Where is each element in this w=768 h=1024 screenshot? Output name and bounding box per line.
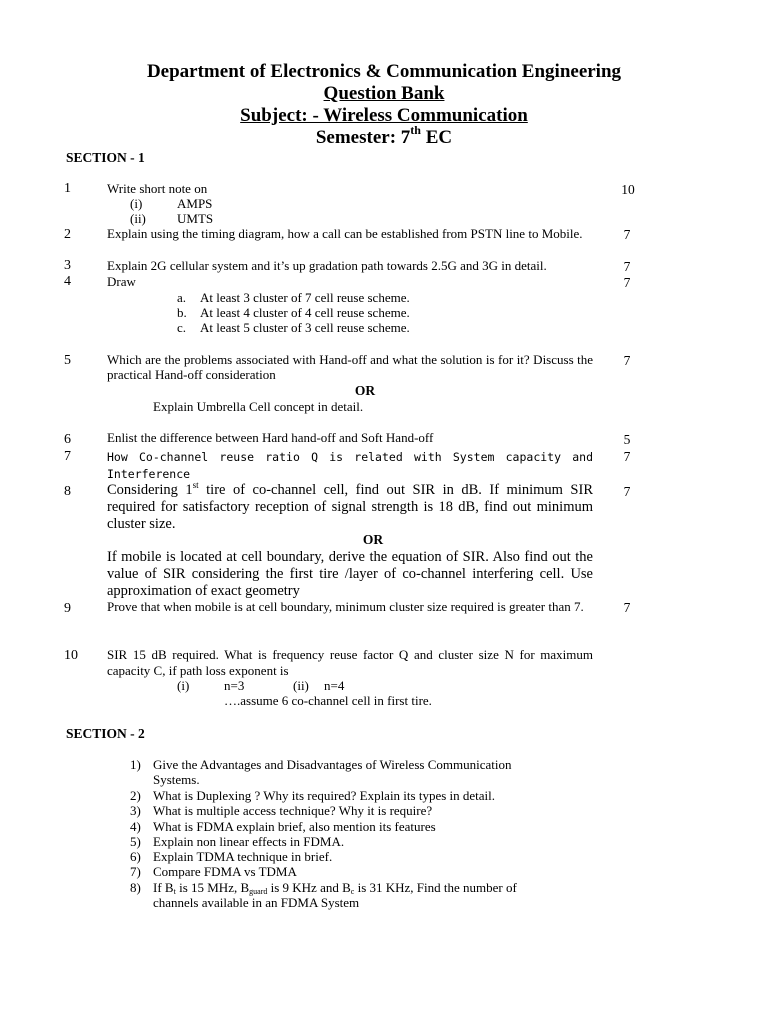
question-text: [107, 482, 593, 533]
alternative-question-text: Explain Umbrella Cell concept in detail.: [153, 399, 364, 414]
list-item-label: c.: [177, 320, 187, 335]
marks: 7: [623, 449, 631, 464]
sub-item-label: (i): [177, 678, 190, 693]
semester-sup: th: [410, 123, 421, 137]
list-item-text: Compare FDMA vs TDMA: [153, 864, 297, 879]
question-number: 4: [64, 274, 71, 289]
list-item-text: Give the Advantages and Disadvantages of Wireless Communication: [153, 757, 512, 772]
marks: 5: [623, 432, 631, 447]
subject-heading: [0, 105, 768, 127]
list-item-label: 8): [130, 880, 141, 895]
question-number: 8: [64, 484, 71, 499]
list-item-text: At least 5 cluster of 3 cell reuse scheme.: [200, 320, 410, 335]
list-item-text: channels available in an FDMA System: [153, 895, 360, 910]
list-item-text: At least 4 cluster of 4 cell reuse scheme.: [200, 305, 410, 320]
marks: 7: [623, 484, 631, 499]
list-item-label: 7): [130, 864, 141, 879]
question-text: Explain 2G cellular system and it’s up gradation path towards 2.5G and 3G in detail.: [107, 258, 547, 273]
question-number: 9: [64, 601, 71, 616]
list-item-text: [153, 880, 517, 896]
or-separator: OR: [354, 383, 376, 398]
subscript: t: [173, 887, 176, 896]
list-item-label: 4): [130, 819, 141, 834]
question-number: 10: [64, 648, 78, 663]
sub-item-text: n=4: [324, 678, 345, 693]
question-number: 2: [64, 227, 71, 242]
list-item-text: What is Duplexing ? Why its required? Explain its types in detail.: [153, 788, 496, 803]
subject-text: Subject: - Wireless Communication: [240, 105, 528, 126]
subscript: c: [350, 887, 355, 896]
list-item-label: a.: [177, 290, 187, 305]
sub-item-text: UMTS: [177, 211, 214, 226]
marks: 10: [621, 182, 635, 197]
subscript: guard: [249, 887, 268, 896]
semester-heading: [0, 123, 768, 149]
list-item-label: 6): [130, 849, 141, 864]
section-1-title: SECTION - 1: [66, 150, 145, 165]
question-note: ….assume 6 co-channel cell in first tire.: [224, 693, 432, 708]
sub-item-label: (i): [130, 196, 143, 211]
semester-suffix: EC: [420, 127, 453, 148]
ordinal-sup: st: [192, 480, 199, 490]
alternative-question-text: If mobile is located at cell boundary, derive the equation of SIR. Also find out the value of SIR considering the first tire /layer of co-channel interfering cell. Use approximation of exact geometry: [107, 549, 593, 599]
question-number: 6: [64, 432, 71, 447]
question-text: How Co-channel reuse ratio Q is related with System capacity and Interference: [107, 450, 593, 481]
section-2-title: SECTION - 2: [66, 726, 145, 741]
question-text: Draw: [107, 274, 136, 289]
doc-type-heading: [0, 83, 768, 105]
question-text: Enlist the difference between Hard hand-off and Soft Hand-off: [107, 430, 434, 445]
doc-type-text: Question Bank: [323, 83, 445, 104]
question-text: Which are the problems associated with Hand-off and what the solution is for it? Discuss the practical Hand-off consideration: [107, 352, 593, 382]
marks: 7: [623, 600, 631, 615]
list-item-text: What is multiple access technique? Why it is require?: [153, 803, 433, 818]
sub-item-label: (ii): [130, 211, 146, 226]
question-text-part: Considering 1: [107, 482, 193, 498]
department-heading: Department of Electronics & Communication Engineering: [146, 61, 622, 82]
or-separator: OR: [362, 532, 384, 547]
text-part: If B: [153, 880, 174, 895]
sub-item-label: (ii): [293, 678, 309, 693]
list-item-text: Explain TDMA technique in brief.: [153, 849, 333, 864]
list-item-label: 1): [130, 757, 141, 772]
list-item-label: b.: [177, 305, 187, 320]
question-text: Prove that when mobile is at cell boundary, minimum cluster size required is greater than 7.: [107, 599, 584, 614]
list-item-text: Systems.: [153, 772, 200, 787]
question-number: 5: [64, 353, 71, 368]
question-text: Explain using the timing diagram, how a call can be established from PSTN line to Mobile.: [107, 226, 583, 241]
marks: 7: [623, 353, 631, 368]
text-part: is 15 MHz, B: [175, 880, 250, 895]
marks: 7: [623, 259, 631, 274]
sub-item-text: AMPS: [177, 196, 213, 211]
list-item-label: 3): [130, 803, 141, 818]
list-item-text: Explain non linear effects in FDMA.: [153, 834, 345, 849]
list-item-text: What is FDMA explain brief, also mention its features: [153, 819, 436, 834]
list-item-label: 5): [130, 834, 141, 849]
question-text: SIR 15 dB required. What is frequency reuse factor Q and cluster size N for maximum capacity C, if path loss exponent is: [107, 647, 593, 678]
question-number: 1: [64, 181, 71, 196]
sub-item-text: n=3: [224, 678, 245, 693]
marks: 7: [623, 275, 631, 290]
question-text: Write short note on: [107, 181, 208, 196]
list-item-label: 2): [130, 788, 141, 803]
semester-prefix: Semester: 7: [315, 127, 411, 148]
question-text-part: tire of co-channel cell, find out SIR in dB. If minimum SIR required for satisfactory reception of signal strength is 18 dB, find out minimum cluster size.: [107, 482, 593, 532]
question-number: 7: [64, 449, 71, 464]
question-number: 3: [64, 258, 71, 273]
text-part: is 31 KHz, Find the number of: [354, 880, 517, 895]
marks: 7: [623, 227, 631, 242]
text-part: is 9 KHz and B: [267, 880, 351, 895]
list-item-text: At least 3 cluster of 7 cell reuse scheme.: [200, 290, 410, 305]
